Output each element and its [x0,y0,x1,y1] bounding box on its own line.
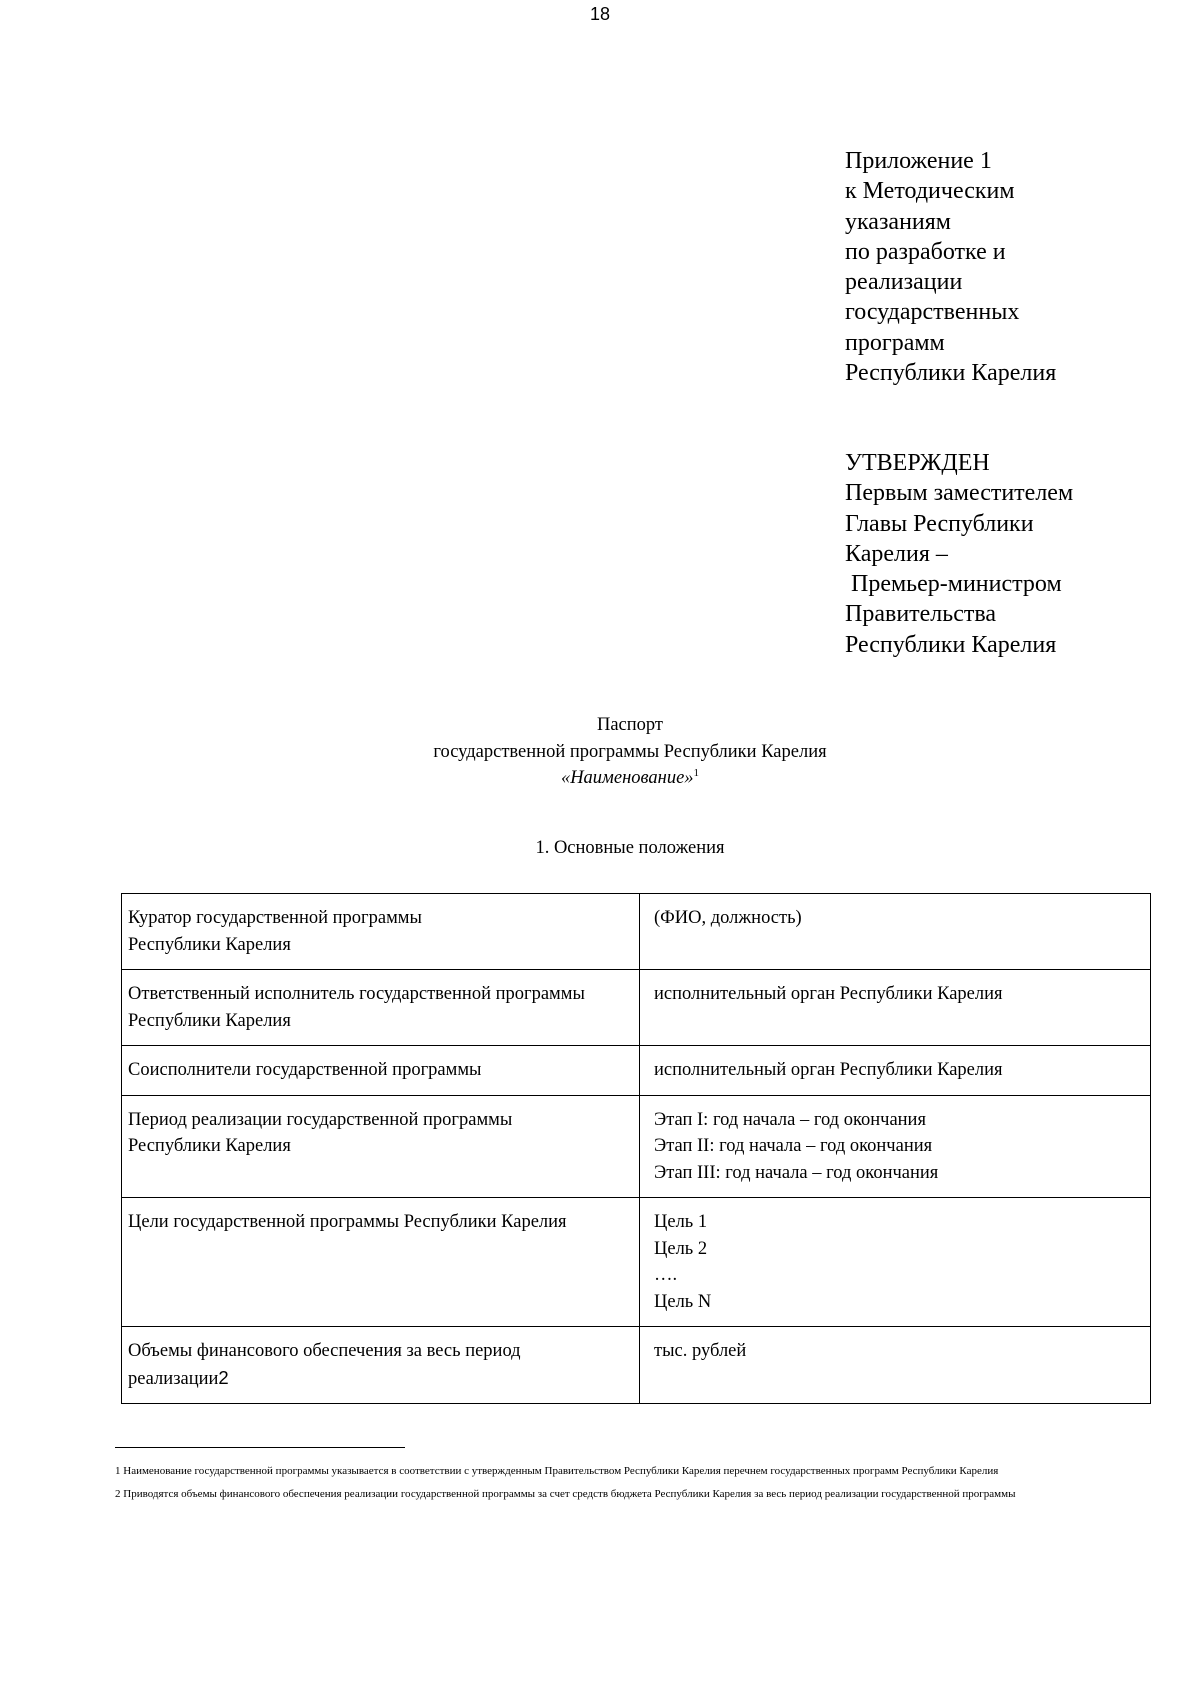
label-line: Республики Карелия [128,934,291,955]
value-line: Цель 2 [654,1238,708,1259]
row-value [640,1198,1151,1327]
footnotes [115,1460,1145,1505]
row-value [640,970,1151,1046]
row-label [122,1198,640,1327]
value-line: …. [654,1265,678,1285]
row-value [640,1046,1151,1096]
appendix-line: программ [845,329,945,356]
label-line-with-ref [128,1365,632,1393]
title-name-line [0,765,1200,792]
row-value [640,894,1151,970]
row-label [122,970,640,1046]
label-line: Куратор государственной программы [128,908,422,928]
value-line: Этап III: год начала – год окончания [654,1162,939,1183]
document-title [0,712,1200,792]
value-line: Этап I: год начала – год окончания [654,1109,926,1130]
label-line: Соисполнители государственной программы [128,1060,482,1080]
footnote-ref: 1 [693,766,700,779]
approval-line: Главы Республики [845,510,1034,537]
appendix-line: реализации [845,269,963,296]
value-line: исполнительный орган Республики Карелия [654,1060,1003,1080]
value-line: Цель N [654,1291,712,1312]
approval-line: Первым заместителем [845,480,1074,507]
approval-line: Республики Карелия [845,631,1057,658]
footnote: 2 Приводятся объемы финансового обеспечения реализации государственной программы за счет средств бюджета Республики Карелия за весь период реализации государственной программы [115,1487,1016,1500]
table-row [122,894,1151,970]
page-number: 18 [589,4,611,24]
table-row [122,1327,1151,1404]
passport-table [121,893,1151,1404]
approval-line: Премьер-министром [845,571,1062,598]
appendix-line: указаниям [845,208,951,235]
footnote-separator [115,1447,405,1448]
label-line: Республики Карелия [128,1136,291,1156]
table-row [122,1095,1151,1198]
approval-stamp [845,448,1175,660]
appendix-line: Республики Карелия [845,360,1057,387]
program-name: «Наименование» [560,768,694,788]
label-line: Цели государственной программы Республики Карелия [128,1212,567,1232]
label-line: Период реализации государственной программы [128,1109,513,1130]
section-heading: 1. Основные положения [535,838,725,858]
value-line: Цель 1 [654,1212,708,1232]
label-line: Ответственный исполнитель государственной программы [128,984,585,1004]
approval-line: УТВЕРЖДЕН [845,450,990,476]
value-line: исполнительный орган Республики Карелия [654,984,1003,1004]
row-label [122,1046,640,1096]
approval-line: Карелия – [845,540,948,567]
value-line: (ФИО, должность) [654,908,802,928]
approval-line: Правительства [845,601,997,628]
appendix-line: государственных [845,299,1020,326]
table-row [122,1198,1151,1327]
table-row [122,970,1151,1046]
row-value [640,1095,1151,1198]
appendix-note [845,146,1175,388]
spacer-line [654,932,1143,959]
label-line: Республики Карелия [128,1010,291,1031]
table-row [122,1046,1151,1096]
title-line: государственной программы Республики Карелия [433,741,827,762]
row-label [122,894,640,970]
title-line: Паспорт [596,715,664,735]
appendix-line: Приложение 1 [845,148,992,174]
footnote-ref: 2 [218,1366,229,1388]
row-label [122,1327,640,1404]
label-line: Объемы финансового обеспечения за весь период [128,1341,521,1361]
value-line: тыс. рублей [654,1341,747,1361]
row-label [122,1095,640,1198]
appendix-line: к Методическим [845,178,1015,205]
footnote: 1 Наименование государственной программы указывается в соответствии с утвержденным Правительством Республики Карелия перечнем государственных программ Республики Карелия [115,1465,999,1477]
row-value [640,1327,1151,1404]
appendix-line: по разработке и [845,238,1006,265]
value-line: Этап II: год начала – год окончания [654,1136,933,1156]
label-text: реализации [128,1368,219,1389]
